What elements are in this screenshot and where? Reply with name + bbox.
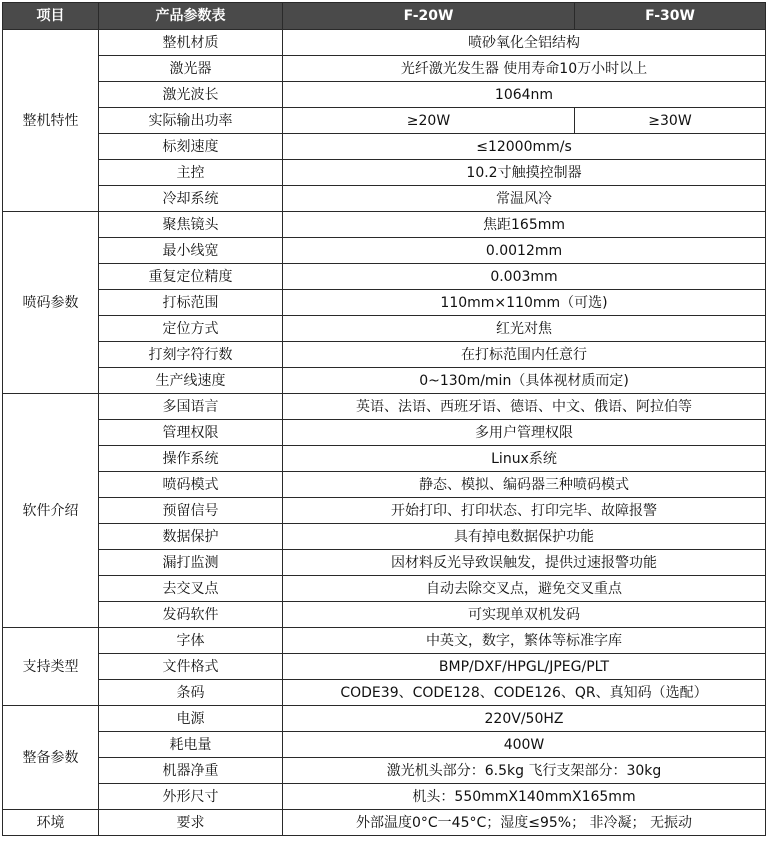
param-label: 激光器 (99, 56, 283, 82)
param-label: 发码软件 (99, 602, 283, 628)
param-value: 红光对焦 (283, 316, 766, 342)
param-value: Linux系统 (283, 446, 766, 472)
table-row (3, 446, 766, 472)
table-row (3, 56, 766, 82)
table-row (3, 524, 766, 550)
table-row (3, 238, 766, 264)
param-label: 最小线宽 (99, 238, 283, 264)
param-label: 激光波长 (99, 82, 283, 108)
param-value: 0.003mm (283, 264, 766, 290)
table-row (3, 160, 766, 186)
group-label: 喷码参数 (3, 212, 99, 394)
param-label: 喷码模式 (99, 472, 283, 498)
param-value-model-b: ≥30W (575, 108, 766, 134)
group-label: 环境 (3, 810, 99, 836)
group-label: 整机特性 (3, 30, 99, 212)
group-label: 整备参数 (3, 706, 99, 810)
param-value: 中英文，数字，繁体等标准字库 (283, 628, 766, 654)
param-value: 开始打印、打印状态、打印完毕、故障报警 (283, 498, 766, 524)
table-body (3, 30, 766, 836)
table-header-row (3, 3, 766, 30)
table-row (3, 342, 766, 368)
param-value: 10.2寸触摸控制器 (283, 160, 766, 186)
spec-table-container (2, 2, 765, 836)
group-label: 软件介绍 (3, 394, 99, 628)
table-row (3, 602, 766, 628)
param-label: 整机材质 (99, 30, 283, 56)
param-label: 电源 (99, 706, 283, 732)
param-value: 多用户管理权限 (283, 420, 766, 446)
header-params: 产品参数表 (99, 3, 283, 30)
param-value: 在打标范围内任意行 (283, 342, 766, 368)
param-label: 操作系统 (99, 446, 283, 472)
param-value: 喷砂氧化全铝结构 (283, 30, 766, 56)
param-value: 可实现单双机发码 (283, 602, 766, 628)
param-value: 光纤激光发生器 使用寿命10万小时以上 (283, 56, 766, 82)
table-row (3, 550, 766, 576)
param-label: 漏打监测 (99, 550, 283, 576)
param-value: 因材料反光导致误触发，提供过速报警功能 (283, 550, 766, 576)
param-label: 打标范围 (99, 290, 283, 316)
table-row (3, 108, 766, 134)
header-model-a: F-20W (283, 3, 575, 30)
table-row (3, 394, 766, 420)
param-label: 冷却系统 (99, 186, 283, 212)
table-row (3, 732, 766, 758)
param-value: 400W (283, 732, 766, 758)
param-label: 外形尺寸 (99, 784, 283, 810)
spec-table (2, 2, 766, 836)
param-label: 条码 (99, 680, 283, 706)
table-row (3, 264, 766, 290)
param-value: 具有掉电数据保护功能 (283, 524, 766, 550)
table-row (3, 472, 766, 498)
table-row (3, 420, 766, 446)
param-label: 主控 (99, 160, 283, 186)
param-label: 要求 (99, 810, 283, 836)
param-value: 英语、法语、西班牙语、德语、中文、俄语、阿拉伯等 (283, 394, 766, 420)
table-row (3, 368, 766, 394)
table-row (3, 680, 766, 706)
param-label: 机器净重 (99, 758, 283, 784)
table-row (3, 30, 766, 56)
param-value: ≤12000mm/s (283, 134, 766, 160)
param-label: 管理权限 (99, 420, 283, 446)
param-label: 打刻字符行数 (99, 342, 283, 368)
table-row (3, 186, 766, 212)
param-label: 多国语言 (99, 394, 283, 420)
param-value: 1064nm (283, 82, 766, 108)
param-value: 机头：550mmX140mmX165mm (283, 784, 766, 810)
param-label: 生产线速度 (99, 368, 283, 394)
param-label: 去交叉点 (99, 576, 283, 602)
param-label: 重复定位精度 (99, 264, 283, 290)
table-row (3, 134, 766, 160)
header-item: 项目 (3, 3, 99, 30)
group-label: 支持类型 (3, 628, 99, 706)
param-value: 常温风冷 (283, 186, 766, 212)
param-value: 外部温度0°C一45°C；湿度≤95%； 非冷凝； 无振动 (283, 810, 766, 836)
table-row (3, 576, 766, 602)
param-label: 数据保护 (99, 524, 283, 550)
table-row (3, 628, 766, 654)
param-value-model-a: ≥20W (283, 108, 575, 134)
param-value: BMP/DXF/HPGL/JPEG/PLT (283, 654, 766, 680)
param-value: 静态、模拟、编码器三种喷码模式 (283, 472, 766, 498)
param-label: 聚焦镜头 (99, 212, 283, 238)
table-row (3, 290, 766, 316)
table-row (3, 82, 766, 108)
param-label: 标刻速度 (99, 134, 283, 160)
param-value: 0~130m/min（具体视材质而定) (283, 368, 766, 394)
table-row (3, 212, 766, 238)
param-label: 字体 (99, 628, 283, 654)
param-value: 110mm×110mm（可选) (283, 290, 766, 316)
table-row (3, 810, 766, 836)
param-label: 文件格式 (99, 654, 283, 680)
table-row (3, 758, 766, 784)
table-row (3, 784, 766, 810)
param-label: 耗电量 (99, 732, 283, 758)
header-model-b: F-30W (575, 3, 766, 30)
param-value: 220V/50HZ (283, 706, 766, 732)
param-label: 实际输出功率 (99, 108, 283, 134)
table-row (3, 316, 766, 342)
param-value: CODE39、CODE128、CODE126、QR、真知码（选配） (283, 680, 766, 706)
table-row (3, 654, 766, 680)
param-label: 定位方式 (99, 316, 283, 342)
param-value: 0.0012mm (283, 238, 766, 264)
param-label: 预留信号 (99, 498, 283, 524)
param-value: 焦距165mm (283, 212, 766, 238)
param-value: 自动去除交叉点，避免交叉重点 (283, 576, 766, 602)
table-row (3, 498, 766, 524)
table-row (3, 706, 766, 732)
param-value: 激光机头部分：6.5kg 飞行支架部分：30kg (283, 758, 766, 784)
